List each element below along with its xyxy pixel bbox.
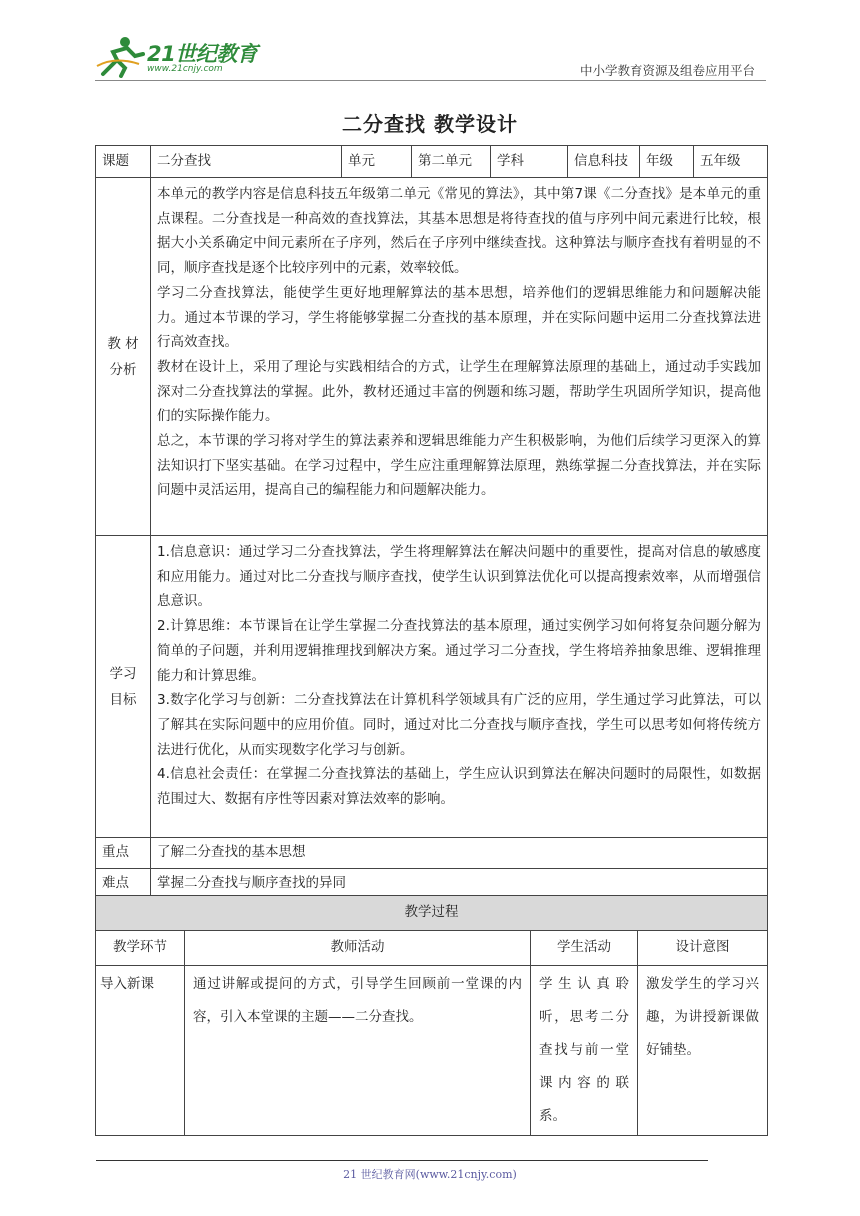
objective-item: 1.信息意识：通过学习二分查找算法，学生将理解算法在解决问题中的重要性，提高对信息的敏感度和应用能力。通过对比二分查找与顺序查找，使学生认识到算法优化可以提高搜索效率，从而增强信息意识。 <box>157 544 761 610</box>
footer-divider <box>96 1160 708 1161</box>
objective-item: 4.信息社会责任：在掌握二分查找算法的基础上，学生应认识到算法在解决问题时的局限性，如数据范围过大、数据有序性等因素对算法效率的影响。 <box>157 766 761 808</box>
column-header: 学生活动 <box>531 931 638 966</box>
process-title: 教学过程 <box>96 896 768 931</box>
objective-item: 2.计算思维：本节课旨在让学生掌握二分查找算法的基本原理，通过实例学习如何将复杂问题分解为简单的子问题，并利用逻辑推理找到解决方案。通过学习二分查找，学生将培养抽象思维、逻辑推理能力和计算思维。 <box>157 618 761 684</box>
analysis-label: 教 材 分析 <box>96 178 151 536</box>
course-value: 二分查找 <box>151 146 342 178</box>
process-title-row <box>96 896 768 931</box>
process-header-row <box>96 931 768 966</box>
column-header: 教学环节 <box>96 931 185 966</box>
analysis-content <box>151 178 768 536</box>
student-activity-cell: 学生认真聆听，思考二分查找与前一堂课内容的联系。 <box>531 966 638 1136</box>
design-intent-cell: 激发学生的学习兴趣，为讲授新课做好铺垫。 <box>638 966 768 1136</box>
table-row <box>96 966 768 1136</box>
subject-label: 学科 <box>491 146 568 178</box>
objective-item: 3.数字化学习与创新：二分查找算法在计算机科学领域具有广泛的应用，学生通过学习此算法，可以了解其在实际问题中的应用价值。同时，通过对比二分查找与顺序查找，学生可以思考如何将传统方法进行优化，从而实现数字化学习与创新。 <box>157 692 761 758</box>
info-row <box>96 146 768 178</box>
platform-name: 中小学教育资源及组卷应用平台 <box>579 63 755 78</box>
teacher-activity-cell: 通过讲解或提问的方式，引导学生回顾前一堂课的内容，引入本堂课的主题——二分查找。 <box>185 966 531 1136</box>
analysis-paragraph: 教材在设计上，采用了理论与实践相结合的方式，让学生在理解算法原理的基础上，通过动手实践加深对二分查找算法的掌握。此外，教材还通过丰富的例题和练习题，帮助学生巩固所学知识，提高他们的实际操作能力。 <box>157 358 761 425</box>
lesson-info-table <box>95 145 768 900</box>
analysis-paragraph: 总之，本节课的学习将对学生的算法素养和逻辑思维能力产生积极影响，为他们后续学习更深入的算法知识打下坚实基础。在学习过程中，学生应注重理解算法原理，熟练掌握二分查找算法，并在实际问题中灵活运用，提高自己的编程能力和问题解决能力。 <box>157 433 761 499</box>
objectives-row <box>96 536 768 838</box>
analysis-row <box>96 178 768 536</box>
objectives-label: 学习 目标 <box>96 536 151 838</box>
footer-link[interactable]: 21 世纪教育网(www.21cnjy.com) <box>343 1168 517 1181</box>
analysis-paragraph: 学习二分查找算法，能使学生更好地理解算法的基本思想，培养他们的逻辑思维能力和问题解决能力。通过本节课的学习，学生将能够掌握二分查找的基本原理，并在实际问题中运用二分查找算法进行高效查找。 <box>157 284 761 351</box>
key-point-label: 重点 <box>96 838 151 869</box>
difficulty-value: 掌握二分查找与顺序查找的异同 <box>151 869 768 900</box>
column-header: 教师活动 <box>185 931 531 966</box>
objectives-content <box>151 536 768 838</box>
subject-value: 信息科技 <box>568 146 640 178</box>
page-header <box>95 34 765 80</box>
course-label: 课题 <box>96 146 151 178</box>
unit-label: 单元 <box>342 146 412 178</box>
grade-value: 五年级 <box>694 146 768 178</box>
logo <box>95 34 265 80</box>
unit-value: 第二单元 <box>412 146 491 178</box>
document-title: 二分查找 教学设计 <box>342 112 518 136</box>
key-point-value: 了解二分查找的基本思想 <box>151 838 768 869</box>
teaching-process-table <box>95 895 768 1136</box>
difficulty-label: 难点 <box>96 869 151 900</box>
key-point-row <box>96 838 768 869</box>
header-divider <box>95 80 766 81</box>
grade-label: 年级 <box>640 146 694 178</box>
logo-url: www.21cnjy.com <box>147 64 223 74</box>
column-header: 设计意图 <box>638 931 768 966</box>
stage-cell: 导入新课 <box>96 966 185 1136</box>
logo-text: 21世纪教育 <box>147 42 258 66</box>
runner-logo-icon <box>95 34 147 78</box>
analysis-paragraph: 本单元的教学内容是信息科技五年级第二单元《常见的算法》，其中第7课《二分查找》是本单元的重点课程。二分查找是一种高效的查找算法，其基本思想是将待查找的值与序列中间元素进行比较，根据大小关系确定中间元素所在子序列，然后在子序列中继续查找。这种算法与顺序查找有着明显的不同，顺序查找是逐个比较序列中的元素，效率较低。 <box>157 186 761 277</box>
